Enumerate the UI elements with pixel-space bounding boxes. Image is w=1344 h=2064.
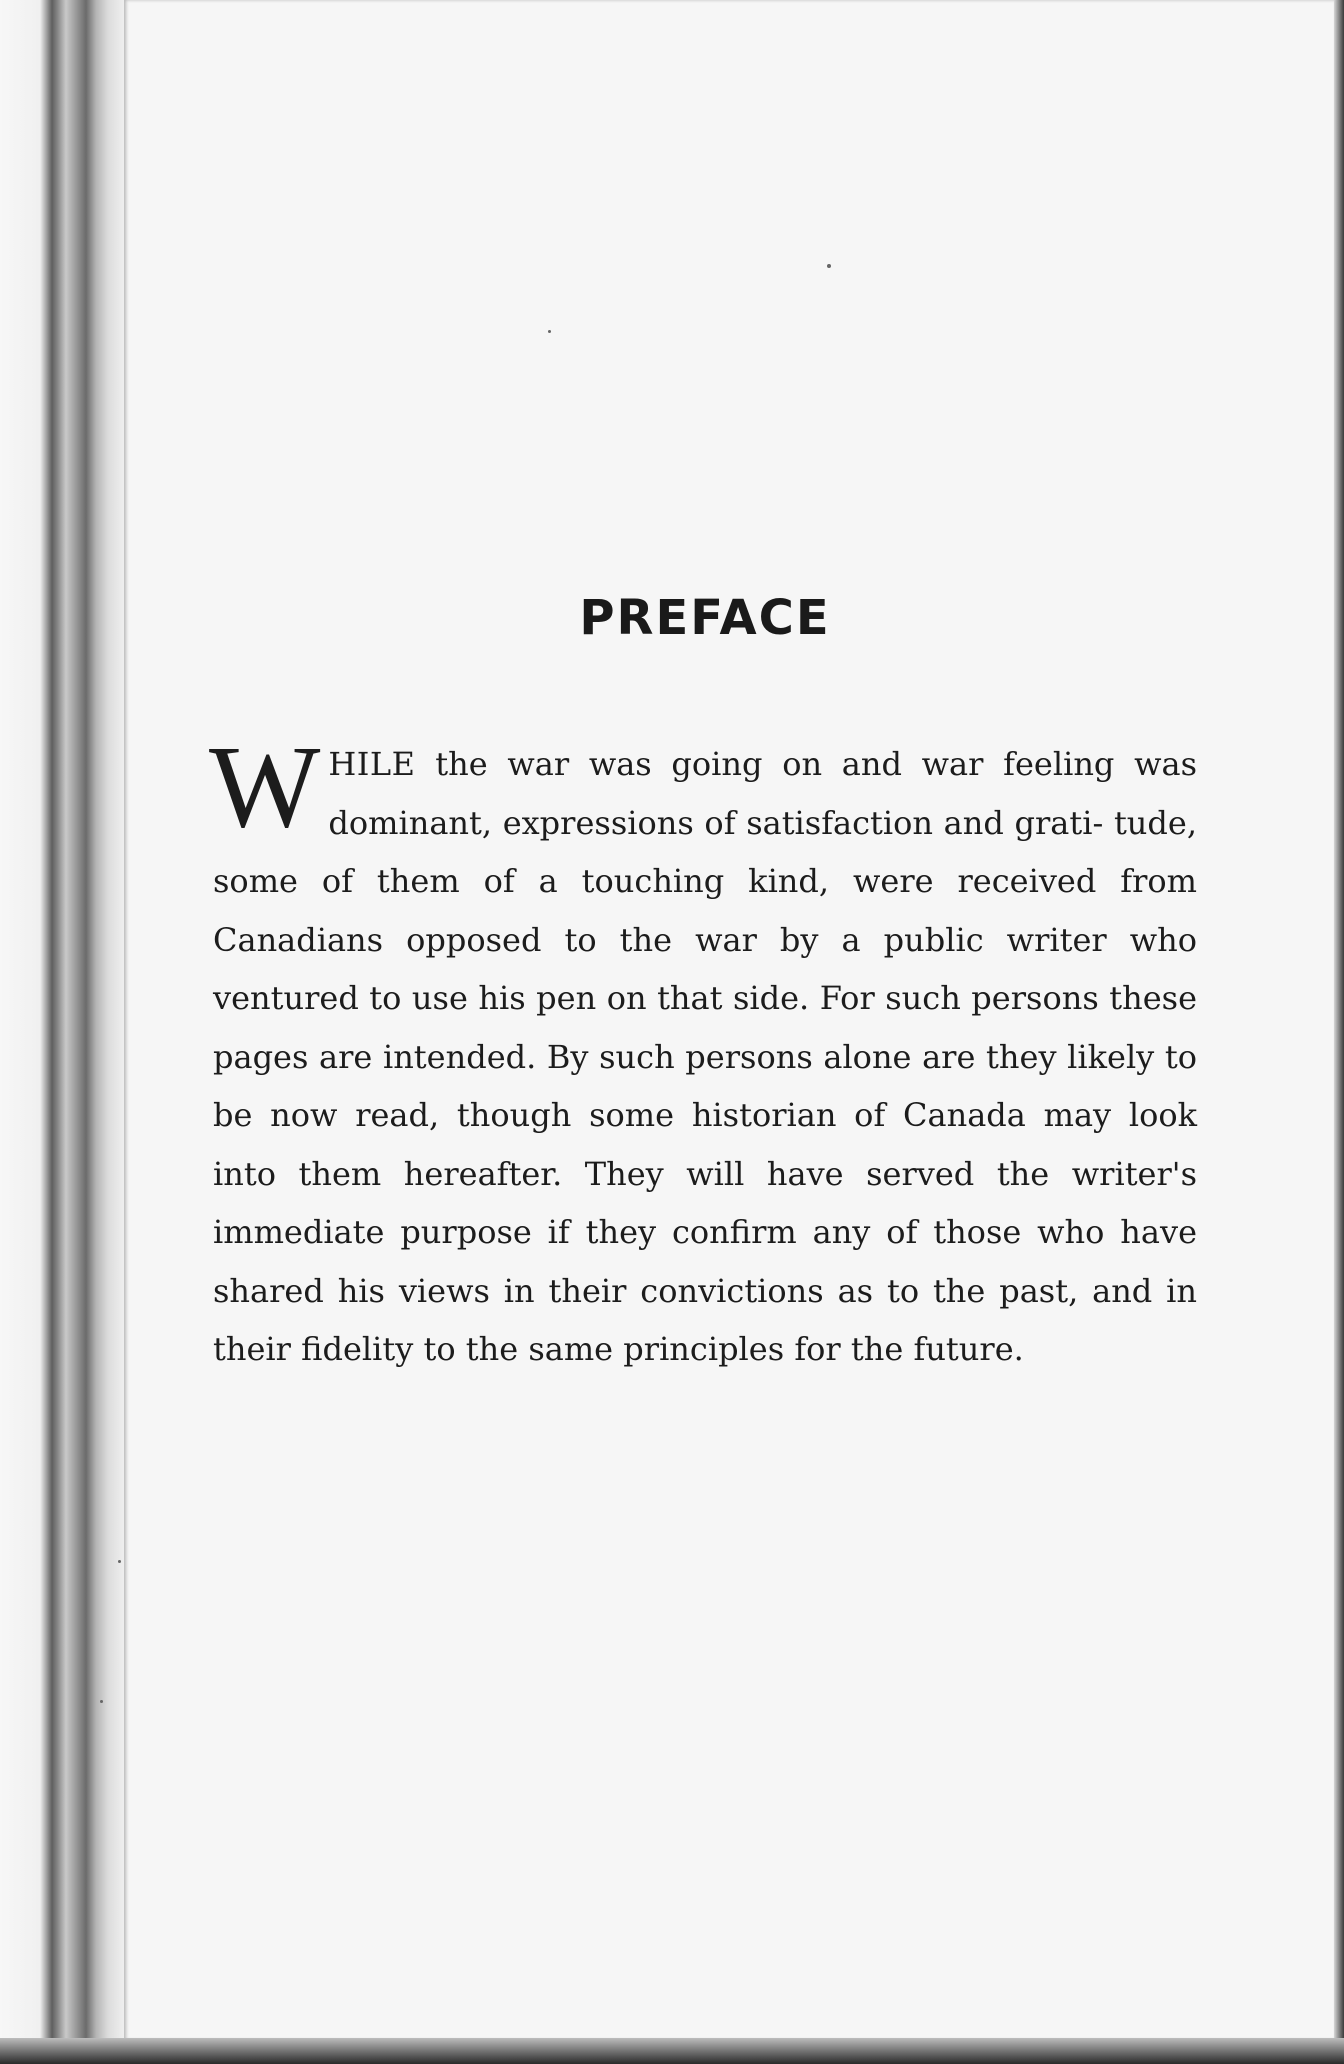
opening-word: HILE bbox=[328, 745, 416, 783]
page-edge-bottom bbox=[0, 2038, 1344, 2064]
page-heading: PREFACE bbox=[579, 590, 831, 646]
page-edge-right bbox=[1334, 0, 1344, 2064]
preface-paragraph bbox=[209, 721, 1198, 1379]
book-binding-gutter bbox=[0, 0, 130, 2064]
dust-speck bbox=[548, 330, 551, 333]
dust-speck bbox=[118, 1560, 121, 1563]
paragraph-text: the war was going on and war feeling was dominant, expressions of satisfaction and grati- tude, some of them of a touching kind, were received from Canadians opposed to the war by a public writer who ventured to use his pen on that side. For such persons these pages are intended. By such persons alone are they likely to be now read, though some historian of Canada may look into them hereafter. They will have served the writer's immediate purpose if they confirm any of those who have shared his views in their convictions as to the past, and in their fidelity to the same principles for the future. bbox=[213, 745, 1198, 1368]
drop-cap-letter: W bbox=[209, 721, 321, 852]
dust-speck bbox=[827, 264, 831, 268]
dust-speck bbox=[100, 1700, 103, 1703]
